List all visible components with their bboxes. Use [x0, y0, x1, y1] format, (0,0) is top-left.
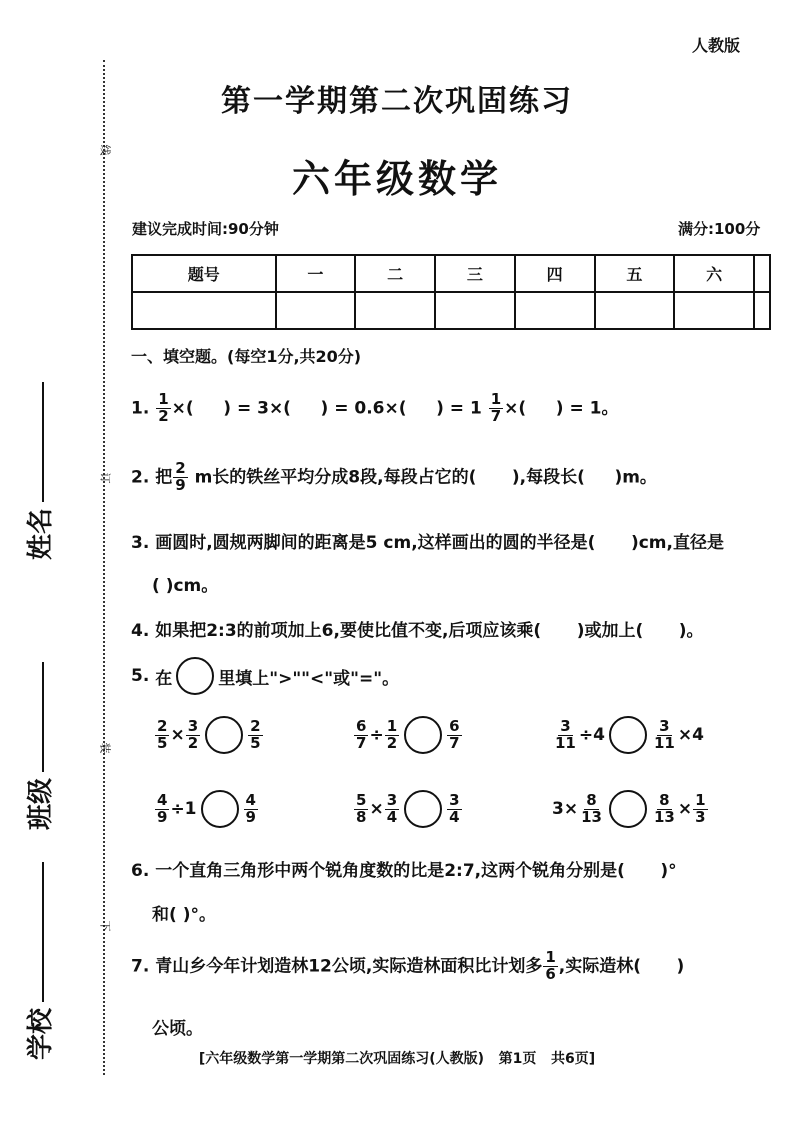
full-score: 满分:100分 — [678, 220, 761, 238]
denominator: 11 — [555, 733, 576, 752]
question-3 — [131, 528, 724, 553]
numerator: 3 — [560, 716, 571, 735]
operator: ÷1 — [170, 799, 197, 819]
answer-circle[interactable] — [201, 790, 239, 828]
answer-circle[interactable] — [404, 716, 442, 754]
suggested-time: 建议完成时间:90分钟 — [132, 220, 279, 238]
fraction — [553, 716, 578, 752]
fraction — [543, 950, 557, 983]
score-entry-cell[interactable] — [276, 292, 356, 329]
score-header-cell: 一 — [276, 255, 356, 292]
question-text: 在 — [155, 668, 173, 689]
question-number: 1. — [131, 398, 150, 419]
numerator: 6 — [356, 716, 367, 735]
operator: × — [170, 725, 185, 745]
fraction — [354, 716, 368, 752]
question-number: 7. — [131, 956, 150, 977]
denominator: 9 — [175, 475, 186, 494]
name-field[interactable] — [20, 382, 57, 560]
denominator: 5 — [250, 733, 261, 752]
numerator: 1 — [695, 790, 706, 809]
class-line — [40, 662, 44, 772]
numerator: 2 — [175, 459, 186, 477]
score-header-cell: 五 — [595, 255, 675, 292]
compare-item — [552, 716, 704, 754]
score-entry-row — [132, 292, 770, 329]
question-7-line-2: 公顷。 — [152, 1019, 203, 1039]
numerator: 1 — [545, 948, 556, 966]
compare-item — [552, 790, 709, 828]
fraction — [652, 790, 677, 826]
question-5 — [131, 657, 399, 695]
fraction — [155, 790, 169, 826]
question-4 — [131, 616, 704, 641]
compare-item — [154, 790, 259, 828]
question-text: 青山乡今年计划造林12公顷,实际造林面积比计划多 — [155, 956, 543, 977]
fraction — [579, 790, 604, 826]
numerator: 4 — [157, 790, 168, 809]
question-text: 如果把2:3的前项加上6,要使比值不变,后项应该乘( )或加上( )。 — [155, 621, 704, 641]
operator: ×4 — [677, 725, 704, 745]
score-entry-cell[interactable] — [132, 292, 276, 329]
score-table — [131, 254, 771, 330]
question-text: 一个直角三角形中两个锐角度数的比是2:7,这两个锐角分别是( )° — [155, 861, 677, 881]
numerator: 6 — [449, 716, 460, 735]
answer-circle[interactable] — [609, 716, 647, 754]
question-text: 把 — [155, 467, 173, 488]
question-number: 5. — [131, 666, 150, 686]
numerator: 2 — [157, 716, 168, 735]
denominator: 5 — [157, 733, 168, 752]
fraction — [385, 790, 399, 826]
denominator: 13 — [653, 807, 675, 826]
class-field[interactable] — [20, 662, 57, 830]
question-text: ×( ) = 1。 — [504, 398, 619, 419]
score-entry-cell[interactable] — [355, 292, 435, 329]
score-header-cell — [754, 255, 770, 292]
fraction — [447, 790, 461, 826]
fraction — [173, 461, 187, 494]
fraction — [186, 716, 200, 752]
score-entry-cell[interactable] — [754, 292, 770, 329]
school-field[interactable] — [20, 862, 57, 1060]
page-title: 六年级数学 — [291, 157, 502, 201]
binding-mark-xia: 下 — [98, 920, 112, 932]
fraction — [693, 790, 707, 826]
fraction — [248, 716, 262, 752]
denominator: 8 — [356, 807, 367, 826]
question-text: 里填上">""<"或"="。 — [218, 668, 400, 689]
fraction — [489, 392, 503, 425]
fraction — [447, 716, 461, 752]
denominator: 7 — [356, 733, 367, 752]
question-text: m长的铁丝平均分成8段,每段占它的( ),每段长( )m。 — [188, 467, 657, 488]
denominator: 3 — [695, 807, 706, 826]
fraction — [652, 716, 677, 752]
denominator: 2 — [386, 733, 398, 752]
numerator: 3 — [187, 716, 199, 735]
binding-mark-xian: 线 — [98, 144, 112, 156]
fraction — [385, 716, 399, 752]
answer-circle[interactable] — [404, 790, 442, 828]
numerator: 1 — [386, 716, 398, 735]
operator: × — [369, 799, 384, 819]
question-text: ,实际造林( ) — [558, 956, 685, 977]
comparison-circle — [176, 657, 214, 695]
fraction — [156, 392, 170, 425]
denominator: 11 — [653, 733, 675, 752]
fraction — [155, 716, 169, 752]
question-2 — [131, 461, 657, 494]
score-entry-cell[interactable] — [674, 292, 754, 329]
compare-item — [154, 716, 264, 754]
compare-item — [353, 790, 463, 828]
operator: 3× — [552, 799, 579, 819]
denominator: 6 — [545, 964, 556, 983]
question-1 — [131, 392, 618, 425]
fraction — [244, 790, 258, 826]
score-entry-cell[interactable] — [595, 292, 675, 329]
fraction — [354, 790, 368, 826]
page-subtitle: 第一学期第二次巩固练习 — [221, 84, 573, 119]
school-label: 学校 — [26, 1007, 56, 1060]
binding-mark-ding: 订 — [98, 472, 112, 484]
score-header-row — [132, 255, 770, 292]
binding-mark-zhuang: 装 — [98, 742, 112, 754]
name-label: 姓名 — [26, 507, 56, 560]
question-7 — [131, 950, 684, 983]
page-footer: [六年级数学第一学期第二次巩固练习(人教版) 第1页 共6页] — [198, 1051, 596, 1067]
school-line — [40, 862, 44, 1002]
question-6-line-2: 和( )°。 — [152, 905, 216, 925]
class-label: 班级 — [26, 777, 56, 830]
operator: ÷ — [369, 725, 384, 745]
numerator: 5 — [356, 790, 367, 809]
denominator: 2 — [187, 733, 199, 752]
score-entry-cell[interactable] — [515, 292, 595, 329]
question-text: 画圆时,圆规两脚间的距离是5 cm,这样画出的圆的半径是( )cm,直径是 — [155, 533, 724, 553]
question-number: 3. — [131, 533, 150, 553]
denominator: 4 — [449, 807, 460, 826]
operator: × — [677, 799, 693, 819]
denominator: 2 — [158, 406, 169, 425]
name-line — [40, 382, 44, 502]
numerator: 3 — [659, 716, 670, 735]
numerator: 2 — [250, 716, 261, 735]
operator: ÷4 — [578, 725, 605, 745]
score-header-cell: 六 — [674, 255, 754, 292]
denominator: 13 — [581, 807, 602, 826]
edition-label: 人教版 — [692, 36, 741, 55]
numerator: 8 — [659, 790, 670, 809]
numerator: 1 — [490, 390, 502, 408]
denominator: 4 — [386, 807, 398, 826]
score-header-cell: 四 — [515, 255, 595, 292]
score-header-cell: 二 — [355, 255, 435, 292]
answer-circle[interactable] — [205, 716, 243, 754]
score-header-cell: 题号 — [132, 255, 276, 292]
question-number: 6. — [131, 861, 150, 881]
denominator: 7 — [490, 406, 502, 425]
question-text: ×( ) = 3×( ) = 0.6×( ) = 1 — [171, 398, 482, 419]
compare-item — [353, 716, 463, 754]
numerator: 4 — [245, 790, 256, 809]
numerator: 3 — [449, 790, 460, 809]
numerator: 8 — [586, 790, 597, 809]
numerator: 3 — [386, 790, 398, 809]
denominator: 9 — [245, 807, 256, 826]
question-3-line-2: ( )cm。 — [152, 576, 219, 596]
section-heading: 一、填空题。(每空1分,共20分) — [131, 347, 362, 366]
score-header-cell: 三 — [435, 255, 515, 292]
score-entry-cell[interactable] — [435, 292, 515, 329]
question-number: 4. — [131, 621, 150, 641]
denominator: 7 — [449, 733, 460, 752]
numerator: 1 — [158, 390, 169, 408]
answer-circle[interactable] — [609, 790, 647, 828]
question-6 — [131, 856, 677, 881]
denominator: 9 — [157, 807, 168, 826]
question-number: 2. — [131, 467, 150, 488]
